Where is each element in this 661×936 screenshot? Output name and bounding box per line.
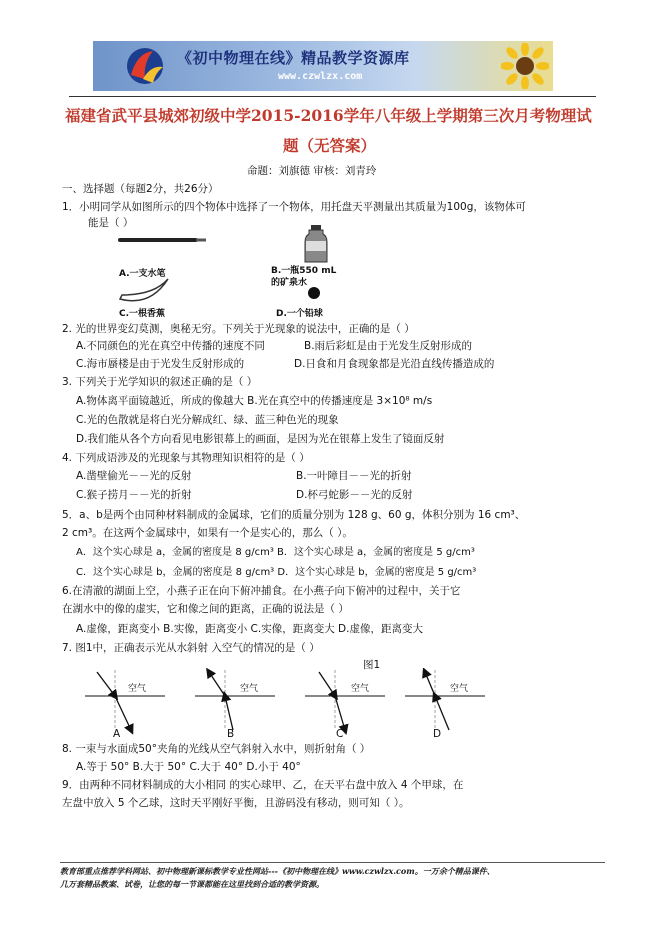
q5-stem-line2: 2 cm³。在这两个金属球中，如果有一个是实心的，那么（ ）。 [62, 527, 353, 539]
water-bottle-image [305, 225, 327, 262]
q8-stem: 8. 一束与水面成50°夹角的光线从空气斜射入水中，则折射角（ ） [62, 743, 371, 755]
q2-option-a: A.不同颜色的光在真空中传播的速度不同 [76, 340, 265, 352]
q1-label-d: D.一个铅球 [276, 309, 323, 319]
q7-air-label-b: 空气 [240, 684, 259, 694]
q7-diagram-b [195, 670, 275, 730]
q7-letter-a: A [113, 728, 121, 740]
q3-option-ab: A.物体离平面镜越近，所成的像越大 B.光在真空中的传播速度是 3×10⁸ m/s [76, 395, 433, 407]
q1-label-b: B.一瓶550 mL [271, 266, 337, 276]
q3-stem: 3. 下列关于光学知识的叙述正确的是（ ） [62, 376, 258, 388]
q3-option-d: D.我们能从各个方向看见电影银幕上的画面，是因为光在银幕上发生了镜面反射 [76, 433, 445, 445]
q7-stem: 7. 图1中，正确表示光从水斜射 入空气的情况的是（ ） [62, 642, 320, 654]
page-title-line1: 福建省武平县城郊初级中学2015-2016学年八年级上学期第三次月考物理试 [65, 106, 592, 125]
q7-air-label-c: 空气 [351, 684, 370, 694]
q4-stem: 4. 下列成语涉及的光现象与其物理知识相符的是（ ） [62, 452, 310, 464]
header-banner [93, 41, 553, 91]
q8-options: A.等于 50° B.大于 50° C.大于 40° D.小于 40° [76, 761, 301, 773]
q7-letter-b: B [227, 728, 235, 740]
q7-diagram-c [305, 670, 385, 730]
q7-diagram-a [85, 670, 165, 730]
q7-figure-label: 图1 [363, 659, 381, 671]
q7-air-label-d: 空气 [450, 684, 469, 694]
q9-stem-line1: 9．由两种不同材料制成的大小相同 的实心球甲、乙，在天平右盘中放入 4 个甲球，在 [62, 779, 464, 791]
q5-option-ab: A．这个实心球是 a，金属的密度是 8 g/cm³ B．这个实心球是 a，金属的密度是 5 g/cm³ [76, 547, 475, 558]
q5-stem-line1: 5．a、b是两个由同种材料制成的金属球，它们的质量分别为 128 g、60 g，体积分别为 16 cm³、 [62, 509, 526, 521]
q4-option-c: C.猴子捞月－－光的折射 [76, 489, 192, 501]
q6-options: A.虚像，距离变小 B.实像，距离变小 C.实像，距离变大 D.虚像，距离变大 [76, 623, 423, 635]
shot-put-image [308, 287, 320, 299]
q1-label-a: A.一支水笔 [119, 269, 166, 279]
footer-line2: 几万套精品教案、试卷，让您的每一节课都能在这里找到合适的教学资源。 [60, 879, 324, 889]
header-rule [69, 96, 596, 97]
q2-option-c: C.海市蜃楼是由于光发生反射形成的 [76, 358, 245, 370]
q1-label-c: C.一根香蕉 [119, 309, 166, 319]
q9-stem-line2: 左盘中放入 5 个乙球，这时天平刚好平衡，且游码没有移动，则可知（ ）。 [62, 797, 410, 809]
q4-option-d: D.杯弓蛇影－－光的反射 [296, 489, 413, 501]
q6-stem-line2: 在湖水中的像的虚实，它和像之间的距离，正确的说法是（ ） [62, 603, 349, 615]
q7-letter-c: C [336, 728, 344, 740]
q1-label-b2: 的矿泉水 [271, 278, 308, 288]
q7-figure [85, 668, 505, 740]
q2-option-b: B.雨后彩虹是由于光发生反射形成的 [304, 340, 473, 352]
authors-line: 命题：刘旗德 审核：刘青玲 [247, 165, 377, 177]
q4-option-a: A.凿壁偷光－－光的反射 [76, 470, 192, 482]
q5-option-cd: C．这个实心球是 b，金属的密度是 8 g/cm³ D．这个实心球是 b，金属的密度是 5 g/cm³ [76, 567, 477, 578]
q2-option-d: D.日食和月食现象都是光沿直线传播造成的 [294, 358, 495, 370]
q3-option-c: C.光的色散就是将白光分解成红、绿、蓝三种色光的现象 [76, 414, 339, 426]
q7-letter-d: D [433, 728, 442, 740]
banner-url[interactable]: www.czwlzx.com [278, 71, 363, 82]
banana-image [120, 279, 168, 301]
sunflower-icon [501, 43, 549, 89]
q4-option-b: B.一叶障目－－光的折射 [296, 470, 412, 482]
site-logo-icon [123, 45, 167, 87]
q1-stem-line2: 能是（ ） [88, 217, 134, 229]
section-heading: 一、选择题（每题2分，共26分） [62, 183, 219, 195]
pen-image [118, 238, 206, 242]
q7-diagram-d [405, 670, 485, 730]
banner-title: 《初中物理在线》精品教学资源库 [177, 49, 410, 67]
q1-stem-line1: 1．小明同学从如图所示的四个物体中选择了一个物体，用托盘天平测量出其质量为100g，该物体可 [62, 201, 526, 213]
footer-line1: 教育部重点推荐学科网站、初中物理新课标教学专业性网站---《初中物理在线》www.czwlzx.com。一万余个精品课件、 [60, 866, 495, 876]
q7-air-label-a: 空气 [128, 684, 147, 694]
q2-stem: 2. 光的世界变幻莫测，奥秘无穷。下列关于光现象的说法中，正确的是（ ） [62, 323, 415, 335]
q6-stem-line1: 6.在清澈的湖面上空，小燕子正在向下俯冲捕食。在小燕子向下俯冲的过程中，关于它 [62, 585, 461, 597]
footer-rule [60, 862, 605, 863]
page-title-line2: 题（无答案） [283, 136, 377, 155]
